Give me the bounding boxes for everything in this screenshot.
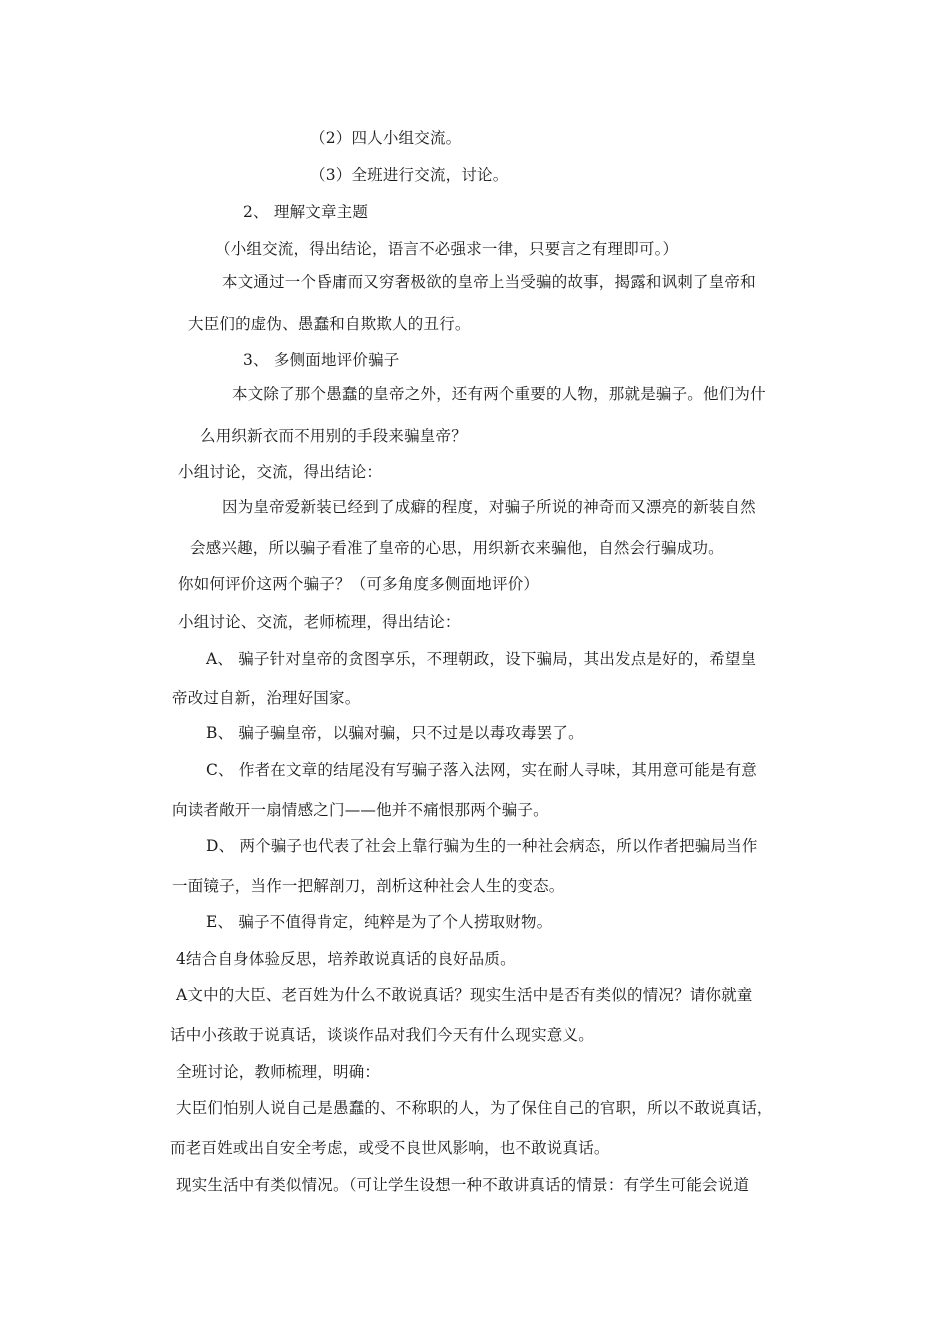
text-line: 你如何评价这两个骗子？（可多角度多侧面地评价） xyxy=(178,575,540,593)
text-line: （小组交流，得出结论，语言不必强求一律，只要言之有理即可。） xyxy=(215,240,679,258)
list-item-d: D、 两个骗子也代表了社会上靠行骗为生的一种社会病态，所以作者把骗局当作 xyxy=(206,837,758,855)
paragraph-line: 因为皇帝爱新装已经到了成癖的程度，对骗子所说的神奇而又漂亮的新装自然 xyxy=(222,498,756,516)
list-item-a-cont: 帝改过自新，治理好国家。 xyxy=(172,689,361,707)
paragraph-line: 现实生活中有类似情况。（可让学生设想一种不敢讲真话的情景：有学生可能会说道 xyxy=(176,1176,750,1194)
section-heading: 3、 多侧面地评价骗子 xyxy=(243,351,400,369)
text-line: 4结合自身体验反思，培养敢说真话的良好品质。 xyxy=(176,950,516,968)
list-item-c: C、 作者在文章的结尾没有写骗子落入法网，实在耐人寻味，其用意可能是有意 xyxy=(206,761,757,779)
text-line: 小组讨论、交流，老师梳理，得出结论： xyxy=(178,613,461,631)
text-line: （3）全班进行交流，讨论。 xyxy=(310,166,509,184)
paragraph-line: 会感兴趣，所以骗子看准了皇帝的心思，用织新衣来骗他，自然会行骗成功。 xyxy=(190,539,724,557)
paragraph-line: 本文通过一个昏庸而又穷奢极欲的皇帝上当受骗的故事，揭露和讽刺了皇帝和 xyxy=(222,273,756,291)
paragraph-line: 么用织新衣而不用别的手段来骗皇帝？ xyxy=(200,427,467,445)
list-item-b: B、 骗子骗皇帝，以骗对骗，只不过是以毒攻毒罢了。 xyxy=(206,724,584,742)
text-line: 小组讨论，交流，得出结论： xyxy=(178,463,383,481)
paragraph-line: 话中小孩敢于说真话，谈谈作品对我们今天有什么现实意义。 xyxy=(170,1026,594,1044)
section-heading: 2、 理解文章主题 xyxy=(243,203,369,221)
list-item-a: A、 骗子针对皇帝的贪图享乐，不理朝政，设下骗局，其出发点是好的，希望皇 xyxy=(206,650,757,668)
list-item-c-cont: 向读者敞开一扇情感之门——他并不痛恨那两个骗子。 xyxy=(172,801,549,819)
paragraph-line: 本文除了那个愚蠢的皇帝之外，还有两个重要的人物，那就是骗子。他们为什 xyxy=(232,385,766,403)
list-item-d-cont: 一面镜子，当作一把解剖刀，剖析这种社会人生的变态。 xyxy=(172,877,565,895)
list-item-e: E、 骗子不值得肯定，纯粹是为了个人捞取财物。 xyxy=(206,913,553,931)
text-line: 全班讨论，教师梳理，明确： xyxy=(176,1063,381,1081)
paragraph-line: 而老百姓或出自安全考虑，或受不良世风影响，也不敢说真话。 xyxy=(170,1139,610,1157)
paragraph-line: A文中的大臣、老百姓为什么不敢说真话？现实生活中是否有类似的情况？请你就童 xyxy=(176,986,753,1004)
text-line: （2）四人小组交流。 xyxy=(310,129,462,147)
paragraph-line: 大臣们怕别人说自己是愚蠢的、不称职的人，为了保住自己的官职，所以不敢说真话， xyxy=(176,1099,773,1117)
paragraph-line: 大臣们的虚伪、愚蠢和自欺欺人的丑行。 xyxy=(188,315,471,333)
